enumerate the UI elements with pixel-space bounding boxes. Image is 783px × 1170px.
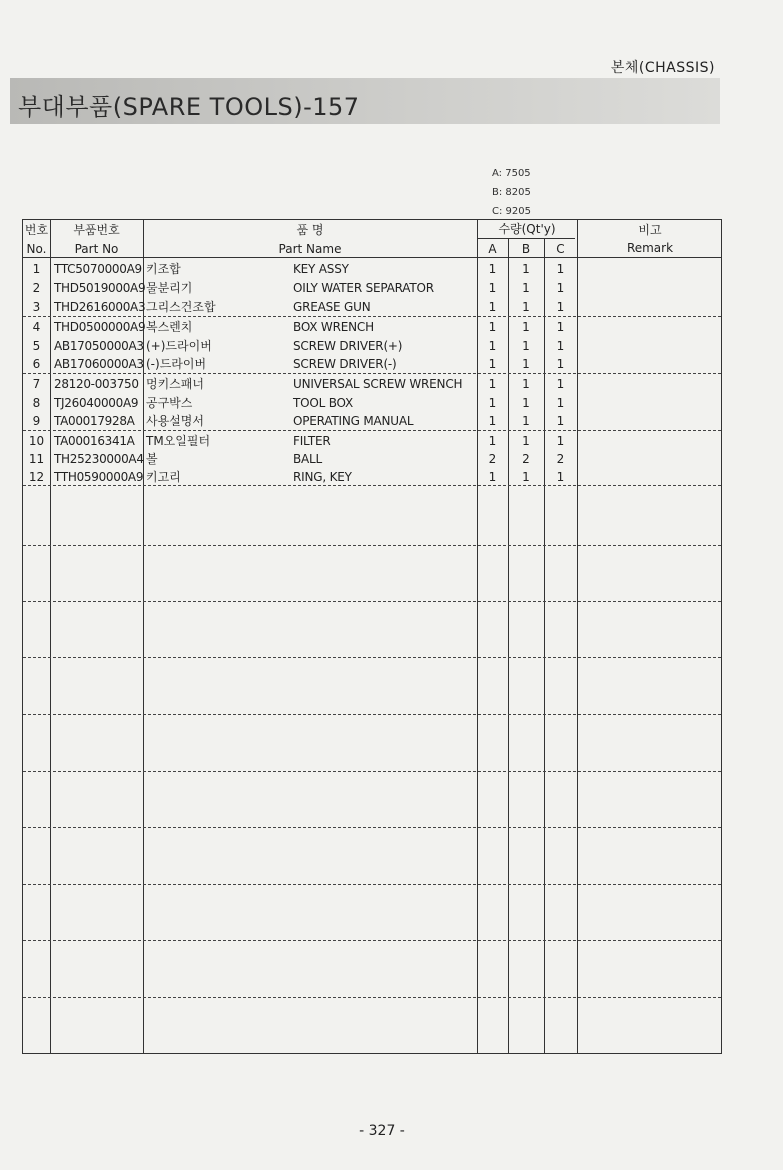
row-qty-a: 1	[488, 377, 497, 391]
qty-header-divider	[477, 238, 575, 239]
row-name-kor: 사용설명서	[146, 414, 204, 428]
row-name-eng: UNIVERSAL SCREW WRENCH	[293, 377, 463, 391]
row-qty-c: 1	[556, 339, 565, 353]
row-name-eng: GREASE GUN	[293, 300, 371, 314]
row-name-kor: 공구박스	[146, 396, 193, 410]
row-name-kor: 물분리기	[146, 281, 193, 295]
header-part-no-eng: Part No	[74, 242, 119, 256]
row-no: 12	[28, 470, 45, 484]
row-qty-b: 1	[522, 357, 530, 371]
table-row	[23, 279, 721, 298]
table-row	[23, 450, 721, 469]
row-separator	[23, 997, 721, 998]
row-qty-b: 1	[522, 377, 530, 391]
row-name-eng: RING, KEY	[293, 470, 352, 484]
row-part-no: AB17050000A3	[54, 339, 144, 353]
header-no-kor: 번호	[24, 223, 49, 237]
row-no: 1	[32, 262, 41, 276]
row-qty-a: 1	[488, 262, 497, 276]
header-no-eng: No.	[26, 242, 47, 256]
row-qty-c: 1	[556, 357, 565, 371]
header-bottom-line	[23, 257, 721, 258]
header-remark-kor: 비고	[638, 223, 662, 237]
row-name-kor: 복스렌치	[146, 320, 193, 334]
row-no: 4	[32, 320, 41, 334]
row-name-eng: OPERATING MANUAL	[293, 414, 414, 428]
row-name-kor: 볼	[146, 452, 158, 466]
header-qty-c: C	[556, 242, 565, 256]
row-part-no: TJ26040000A9	[54, 396, 139, 410]
row-name-kor: 키조합	[146, 262, 181, 276]
row-name-eng: SCREW DRIVER(+)	[293, 339, 403, 353]
row-qty-c: 1	[556, 300, 565, 314]
row-qty-a: 1	[488, 396, 497, 410]
table-row	[23, 432, 721, 451]
row-qty-b: 2	[522, 452, 530, 466]
table-row	[23, 298, 721, 317]
row-qty-a: 1	[488, 281, 497, 295]
row-qty-b: 1	[522, 339, 530, 353]
row-qty-a: 2	[488, 452, 497, 466]
header-name-kor: 품 명	[296, 223, 324, 237]
row-name-eng: SCREW DRIVER(-)	[293, 357, 397, 371]
model-a: A: 7505	[492, 168, 531, 179]
row-separator	[23, 771, 721, 772]
row-part-no: TA00016341A	[54, 434, 135, 448]
row-name-kor: 멍키스패너	[146, 377, 204, 391]
row-qty-b: 1	[522, 470, 530, 484]
row-qty-a: 1	[488, 470, 497, 484]
row-part-no: TA00017928A	[54, 414, 135, 428]
row-qty-a: 1	[488, 320, 497, 334]
row-separator	[23, 657, 721, 658]
row-qty-c: 2	[556, 452, 565, 466]
row-qty-c: 1	[556, 320, 565, 334]
row-part-no: THD5019000A9	[54, 281, 146, 295]
row-no: 5	[32, 339, 41, 353]
header-remark-eng: Remark	[626, 241, 674, 255]
section-label: 본체(CHASSIS)	[610, 60, 715, 76]
row-no: 10	[28, 434, 45, 448]
table-row	[23, 412, 721, 431]
header-qty-b: B	[521, 242, 531, 256]
table-row	[23, 355, 721, 374]
row-name-kor: 키고리	[146, 470, 181, 484]
table-row	[23, 318, 721, 337]
row-name-kor: 그리스건조합	[146, 300, 216, 314]
row-qty-c: 1	[556, 396, 565, 410]
row-qty-c: 1	[556, 434, 565, 448]
row-qty-b: 1	[522, 281, 530, 295]
row-part-no: AB17060000A3	[54, 357, 144, 371]
parts-table	[22, 219, 722, 1054]
row-name-kor: TM오일필터	[146, 434, 211, 448]
table-row	[23, 337, 721, 356]
title-band	[10, 78, 720, 124]
row-no: 6	[32, 357, 41, 371]
model-c: C: 9205	[492, 206, 531, 217]
row-no: 11	[28, 452, 45, 466]
row-part-no: TTH0590000A9	[54, 470, 144, 484]
page-number: - 327 -	[359, 1123, 405, 1139]
row-part-no: THD2616000A3	[54, 300, 146, 314]
header-qty: 수량(Qt'y)	[498, 222, 556, 236]
header-qty-a: A	[488, 242, 497, 256]
row-qty-c: 1	[556, 470, 565, 484]
row-qty-a: 1	[488, 357, 497, 371]
model-b: B: 8205	[492, 187, 531, 198]
row-separator	[23, 884, 721, 885]
row-qty-b: 1	[522, 434, 530, 448]
row-separator	[23, 827, 721, 828]
header-part-no-kor: 부품번호	[73, 223, 120, 237]
row-qty-b: 1	[522, 414, 530, 428]
row-name-eng: FILTER	[293, 434, 331, 448]
row-qty-c: 1	[556, 281, 565, 295]
row-part-no: TTC5070000A9	[54, 262, 142, 276]
row-part-no: THD0500000A9	[54, 320, 146, 334]
row-no: 7	[32, 377, 41, 391]
row-qty-b: 1	[522, 320, 530, 334]
row-name-eng: BALL	[293, 452, 323, 466]
row-name-eng: TOOL BOX	[293, 396, 354, 410]
header-name-eng: Part Name	[278, 242, 342, 256]
row-qty-c: 1	[556, 262, 565, 276]
row-separator	[23, 940, 721, 941]
row-qty-a: 1	[488, 434, 497, 448]
row-name-kor: (-)드라이버	[146, 357, 207, 371]
row-qty-b: 1	[522, 396, 530, 410]
table-row	[23, 468, 721, 487]
table-row	[23, 375, 721, 394]
row-qty-b: 1	[522, 300, 530, 314]
table-row	[23, 394, 721, 413]
row-qty-c: 1	[556, 377, 565, 391]
model-legend	[492, 164, 531, 221]
row-qty-a: 1	[488, 414, 497, 428]
row-name-eng: BOX WRENCH	[293, 320, 374, 334]
row-qty-c: 1	[556, 414, 565, 428]
page-title: 부대부품(SPARE TOOLS)-157	[18, 93, 360, 121]
row-no: 3	[32, 300, 41, 314]
row-separator	[23, 714, 721, 715]
row-qty-b: 1	[522, 262, 530, 276]
row-name-eng: OILY WATER SEPARATOR	[293, 281, 434, 295]
row-part-no: 28120-003750	[54, 377, 139, 391]
row-part-no: TH25230000A4	[54, 452, 144, 466]
row-no: 2	[32, 281, 41, 295]
row-qty-a: 1	[488, 339, 497, 353]
table-row	[23, 260, 721, 279]
row-separator	[23, 545, 721, 546]
row-name-eng: KEY ASSY	[293, 262, 349, 276]
row-no: 9	[32, 414, 41, 428]
row-qty-a: 1	[488, 300, 497, 314]
row-no: 8	[32, 396, 41, 410]
row-name-kor: (+)드라이버	[146, 339, 212, 353]
row-separator	[23, 601, 721, 602]
